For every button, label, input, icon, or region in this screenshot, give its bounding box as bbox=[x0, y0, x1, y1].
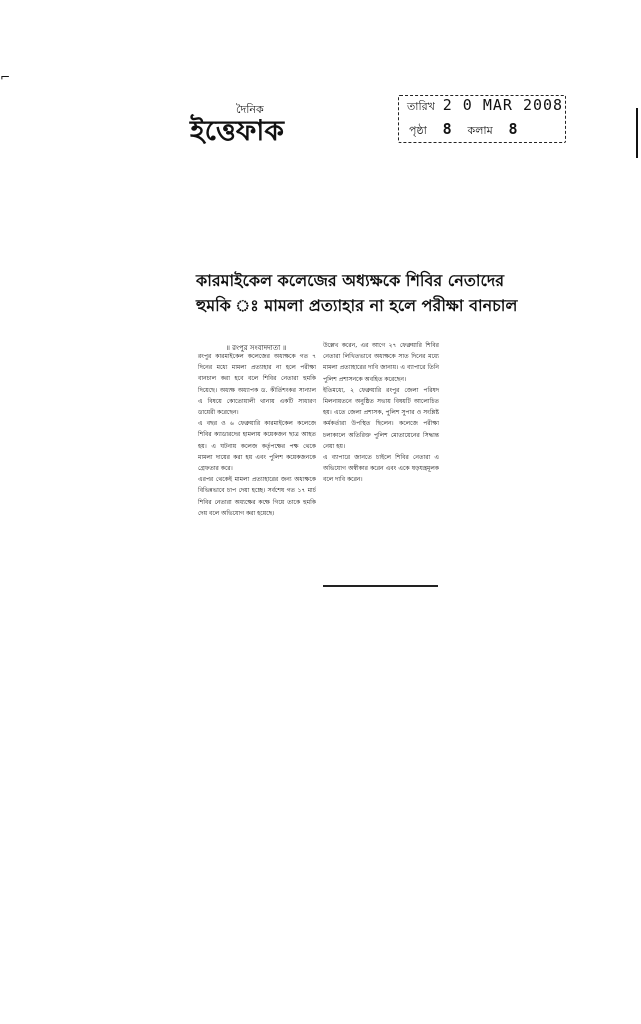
article-headline bbox=[196, 268, 518, 318]
scan-edge-bar bbox=[636, 108, 638, 158]
article-column-left bbox=[198, 351, 316, 609]
stamp-date-label: তারিখ bbox=[407, 100, 435, 113]
article-paragraph: রংপুর কারমাইকেল কলেজের অধ্যক্ষকে গত ৭ দিনের মধ্যে মামলা প্রত্যাহার না হলে পরীক্ষা বানচাল করা হবে বলে শিবির নেতারা হুমকি দিয়েছে। অধ্যক্ষ অধ্যাপক ড. কীর্তিশংকর সান্যাল এ বিষয়ে কোতোয়ালী থানায় একটি সাধারণ ডায়েরী করেছেন। bbox=[198, 353, 316, 417]
headline-line-2: হুমকি ঃ মামলা প্রত্যাহার না হলে পরীক্ষা বানচাল bbox=[196, 296, 518, 315]
stamp-page-number: 8 bbox=[442, 120, 452, 138]
stamp-column-number: 8 bbox=[508, 120, 518, 138]
article-paragraph: ইতিমধ্যে, ২ ফেব্রুয়ারি রংপুর জেলা পরিষদ মিলনায়তনে অনুষ্ঠিত সভায় বিষয়টি আলোচিত হয়। এতে জেলা প্রশাসক, পুলিশ সুপার ও সংশ্লিষ্ট কর্মকর্তারা উপস্থিত ছিলেন। কলেজে পরীক্ষা চলাকালে অতিরিক্ত পুলিশ মোতায়েনের সিদ্ধান্ত নেয়া হয়। bbox=[323, 386, 439, 450]
stamp-date: 2 0 MAR 2008 bbox=[442, 96, 564, 114]
corner-mark: ⌐ bbox=[0, 70, 11, 84]
stamp-column-label: কলাম bbox=[467, 124, 493, 137]
newspaper-name-large: ইত্তেফাক bbox=[190, 114, 285, 147]
newspaper-logo bbox=[190, 104, 284, 146]
article-column-right bbox=[323, 340, 439, 590]
article-paragraph: এরপর থেকেই মামলা প্রত্যাহারের জন্য অধ্যক্ষকে বিভিন্নভাবে চাপ দেয়া হচ্ছে। সর্বশেষ গত ১৭ মার্চ শিবির নেতারা অধ্যক্ষের কক্ষে গিয়ে তাকে হুমকি দেয় বলে অভিযোগ করা হয়েছে। bbox=[198, 476, 316, 517]
stamp-page-row bbox=[409, 120, 526, 141]
stamp-page-label: পৃষ্ঠা bbox=[409, 124, 427, 137]
article-paragraph: এ বছর ও ৬ ফেব্রুয়ারি কারমাইকেল কলেজে শিবির ক্যাডারদের হামলায় কয়েকজন ছাত্র আহত হয়। এ ঘটনায় কলেজ কর্তৃপক্ষের পক্ষ থেকে মামলা দায়ের করা হয় এবং পুলিশ কয়েকজনকে গ্রেফতার করে। bbox=[198, 420, 316, 473]
headline-line-1: কারমাইকেল কলেজের অধ্যক্ষকে শিবির নেতাদের bbox=[196, 271, 505, 290]
article-paragraph: উল্লেখ করেন, এর আগে ২৭ ফেব্রুয়ারি শিবির নেতারা লিখিতভাবে অধ্যক্ষকে সাত দিনের মধ্যে মামলা প্রত্যাহারের দাবি জানায়। এ ব্যাপারে তিনি পুলিশ প্রশাসনকে অবহিত করেছেন। bbox=[323, 342, 439, 383]
stamp-date-row bbox=[407, 96, 563, 117]
article-end-rule bbox=[323, 585, 438, 587]
article-byline: ॥ রংপুর সংবাদদাতা ॥ bbox=[226, 344, 287, 352]
clipping-date-stamp bbox=[398, 95, 566, 143]
newspaper-name-small: দৈনিক bbox=[236, 103, 264, 116]
article-paragraph: এ ব্যাপারে জানতে চাইলে শিবির নেতারা এ অভিযোগ অস্বীকার করেন এবং একে ষড়যন্ত্রমূলক বলে দাবি করেন। bbox=[323, 454, 439, 484]
